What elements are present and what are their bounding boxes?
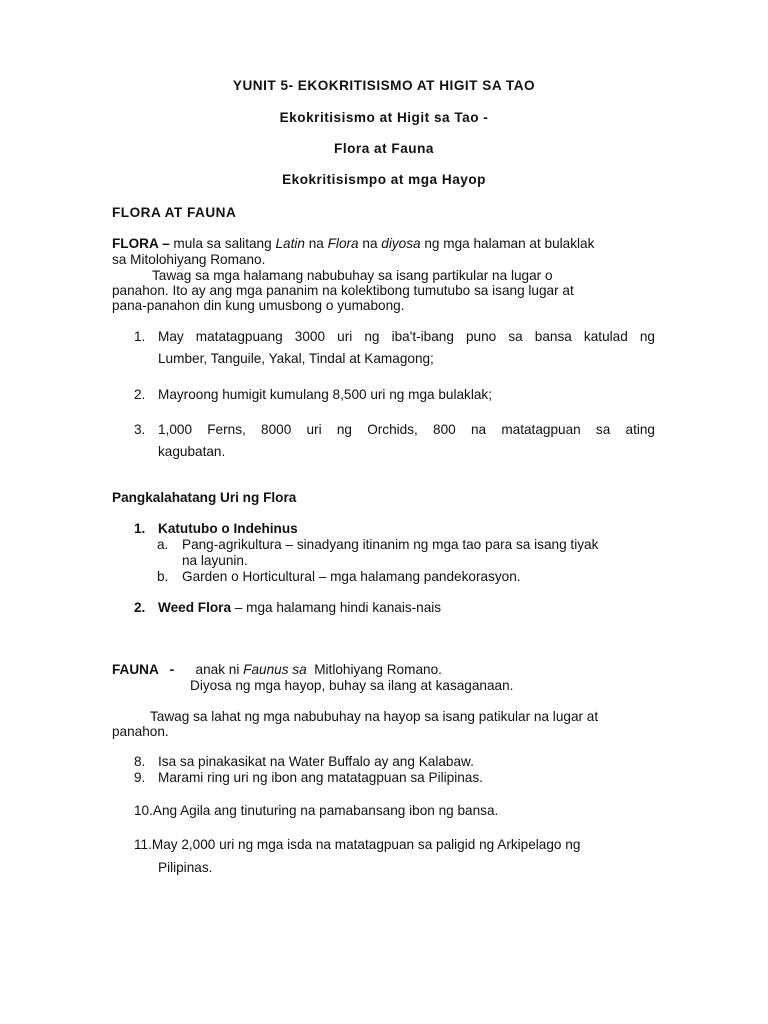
flora-paragraph-line1: Tawag sa mga halamang nabubuhay sa isang partikular na lugar o — [152, 268, 553, 283]
sub-item: Pang-agrikultura – sinadyang itinanim ng mga tao para sa isang tiyak — [182, 537, 599, 552]
list-item: 11.May 2,000 uri ng mga isda na matatagpuan sa paligid ng Arkipelago ng — [134, 837, 581, 852]
list-item-cont: Lumber, Tanguile, Yakal, Tindal at Kamagong; — [158, 351, 434, 366]
list-item: May matatagpuang 3000 uri ng iba't-ibang puno sa bansa katulad ng — [158, 329, 655, 344]
flora-definition-line2: sa Mitolohiyang Romano. — [112, 252, 266, 267]
list-item-number: 9. — [134, 770, 146, 785]
flora-paragraph-line2: panahon. Ito ay ang mga pananim na kolektibong tumutubo sa isang lugar at — [112, 283, 574, 298]
fauna-term: FAUNA - — [112, 662, 175, 677]
subtitle-flora-fauna: Flora at Fauna — [334, 141, 434, 156]
sub-item-letter: a. — [157, 537, 169, 552]
katutubo-label: Katutubo o Indehinus — [158, 521, 298, 536]
flora-term: FLORA – — [112, 236, 170, 251]
flora-definition: FLORA – mula sa salitang Latin na Flora na diyosa ng mga halaman at bulaklak — [112, 236, 595, 251]
sub-item-cont: na layunin. — [182, 553, 248, 568]
list-item-number: 1. — [134, 521, 146, 536]
list-item-number: 3. — [134, 422, 146, 437]
list-item-number: 2. — [134, 600, 146, 615]
unit-title: YUNIT 5- EKOKRITISISMO AT HIGIT SA TAO — [232, 78, 536, 93]
sub-item: Garden o Horticultural – mga halamang pandekorasyon. — [182, 569, 521, 584]
list-item-cont: Pilipinas. — [158, 860, 213, 875]
list-item-number: 1. — [134, 329, 146, 344]
flora-paragraph-line3: pana-panahon din kung umusbong o yumabong. — [112, 298, 405, 313]
sub-item-letter: b. — [157, 569, 169, 584]
fauna-paragraph-line2: panahon. — [112, 724, 169, 739]
pangkalahatan-title: Pangkalahatang Uri ng Flora — [112, 490, 297, 505]
list-item: 10.Ang Agila ang tinuturing na pamabansang ibon ng bansa. — [134, 803, 499, 818]
list-item-number: 8. — [134, 754, 146, 769]
list-item: 1,000 Ferns, 8000 uri ng Orchids, 800 na matatagpuan sa ating — [158, 422, 655, 437]
section-title: FLORA AT FAUNA — [112, 205, 237, 220]
fauna-definition-line2: Diyosa ng mga hayop, buhay sa ilang at kasaganaan. — [190, 678, 514, 693]
list-item: Isa sa pinakasikat na Water Buffalo ay ang Kalabaw. — [158, 754, 474, 769]
fauna-paragraph-line1: Tawag sa lahat ng mga nabubuhay na hayop sa isang patikular na lugar at — [150, 709, 599, 724]
subtitle-hayop: Ekokritisismpo at mga Hayop — [282, 172, 486, 187]
subtitle-ekokritisismo: Ekokritisismo at Higit sa Tao - — [279, 110, 489, 125]
list-item: Mayroong humigit kumulang 8,500 uri ng mga bulaklak; — [158, 387, 492, 402]
list-item: Marami ring uri ng ibon ang matatagpuan sa Pilipinas. — [158, 770, 483, 785]
list-item-cont: kagubatan. — [158, 444, 226, 459]
fauna-definition: anak ni Faunus sa Mitlohiyang Romano. — [188, 662, 442, 677]
list-item-number: 2. — [134, 387, 146, 402]
weed-flora-item: Weed Flora – mga halamang hindi kanais-nais — [158, 600, 442, 615]
